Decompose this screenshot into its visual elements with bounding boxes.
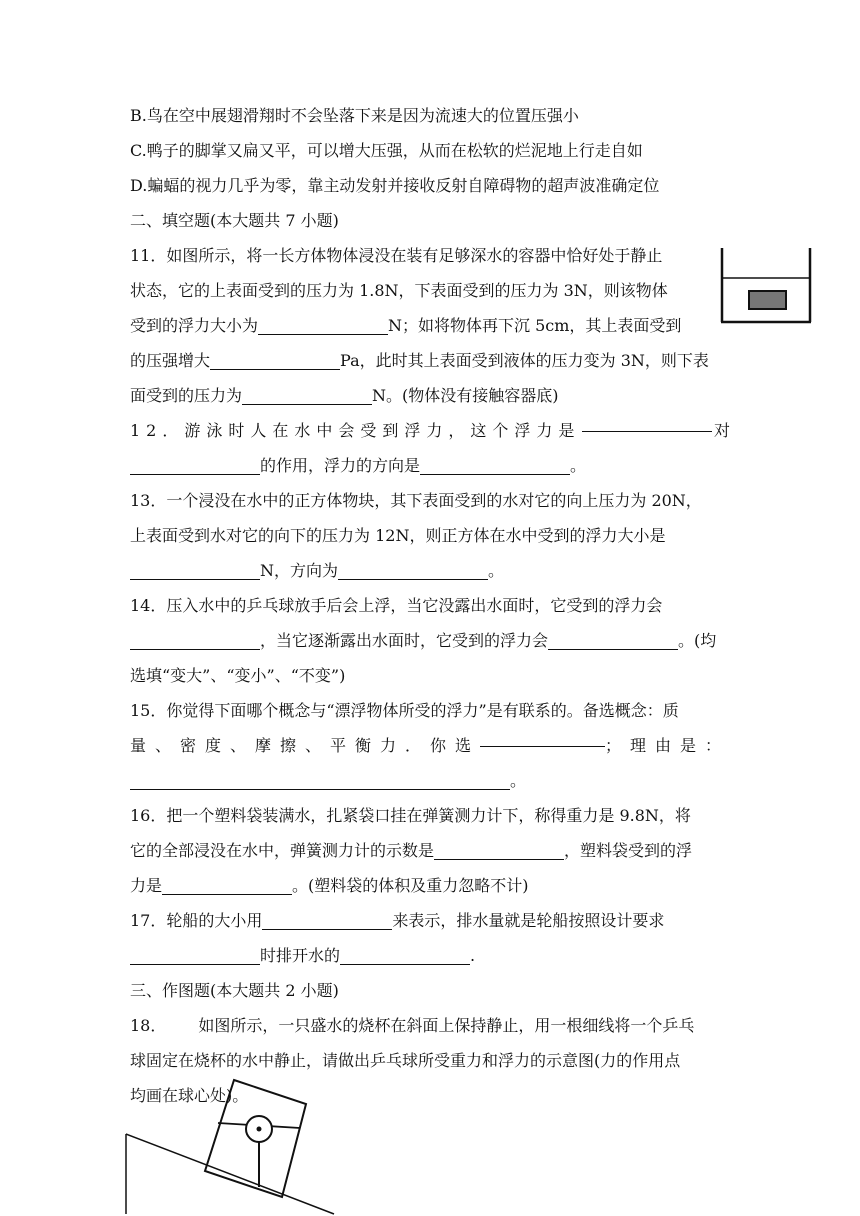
q11-blank-pressure[interactable] [210,351,340,370]
q16-line1: 16．把一个塑料袋装满水，扎紧袋口挂在弹簧测力计下，称得重力是 9.8N，将 [130,806,691,825]
q15-line2: 量、密度、摩擦、平衡力．你选 ；理由是： [130,728,730,763]
q13-blank-force[interactable] [130,561,260,580]
section3-title: 三、作图题(本大题共 2 小题) [130,981,339,1000]
q11-line2: 状态，它的上表面受到的压力为 1.8N，下表面受到的压力为 3N，则该物体 [130,281,668,300]
q16-blank-reading[interactable] [434,841,564,860]
q12-line2: 的作用，浮力的方向是 。 [130,448,730,483]
submerged-block [749,291,786,309]
q11-line5: 面受到的压力为 N。(物体没有接触容器底) [130,386,559,405]
q13-line3: N，方向为 。 [130,553,730,588]
q16-line3: 力是 。(塑料袋的体积及重力忽略不计) [130,876,529,895]
q17-line2: 时排开水的 . [130,938,730,973]
q14-line3: 选填“变大”、“变小”、“不变”) [130,666,346,685]
q18-line2: 球固定在烧杯的水中静止，请做出乒乓球所受重力和浮力的示意图(力的作用点 [130,1051,681,1070]
q17-blank-quantity[interactable] [340,946,470,965]
section2-title: 二、填空题(本大题共 7 小题) [130,211,339,230]
q11-container-figure [718,248,814,326]
q18-line1: 18． 如图所示，一只盛水的烧杯在斜面上保持静止，用一根细线将一个乒乓 [130,1016,695,1035]
q14-line2: ，当它逐渐露出水面时，它受到的浮力会 。(均 [130,623,730,658]
q12-blank-direction[interactable] [420,456,570,475]
q16-line2: 它的全部浸没在水中，弹簧测力计的示数是 ，塑料袋受到的浮 [130,841,693,860]
q18-incline-figure [124,1076,338,1216]
worksheet-page [130,98,730,1113]
q17-line1: 17．轮船的大小用 来表示，排水量就是轮船按照设计要求 [130,911,665,930]
option-c: C.鸭子的脚掌又扁又平，可以增大压强，从而在松软的烂泥地上行走自如 [130,141,643,160]
option-b: B.鸟在空中展翅滑翔时不会坠落下来是因为流速大的位置压强小 [130,106,579,125]
q14-line1: 14．压入水中的乒乓球放手后会上浮，当它没露出水面时，它受到的浮力会 [130,596,663,615]
q11-line4: 的压强增大 Pa，此时其上表面受到液体的压力变为 3N，则下表 [130,351,709,370]
q15-line1: 15．你觉得下面哪个概念与“漂浮物体所受的浮力”是有联系的。备选概念：质 [130,701,679,720]
q13-line1: 13．一个浸没在水中的正方体物块，其下表面受到的水对它的向上压力为 20N， [130,491,702,510]
q17-blank-condition[interactable] [130,946,260,965]
option-d: D.蝙蝠的视力几乎为零，靠主动发射并接收反射自障碍物的超声波准确定位 [130,176,660,195]
q12-blank-object[interactable] [130,456,260,475]
q11-blank-bottom-force[interactable] [242,386,372,405]
q13-line2: 上表面受到水对它的向下的压力为 12N，则正方体在水中受到的浮力大小是 [130,526,666,545]
q16-blank-buoyancy[interactable] [162,876,292,895]
q14-blank-emerging[interactable] [548,631,678,650]
q15-line3: 。 [130,763,730,798]
ball-center-dot [257,1127,262,1132]
q18-line3: 均画在球心处)。 [130,1086,249,1105]
q11-blank-buoyancy[interactable] [258,316,388,335]
incline-slope [126,1134,334,1214]
q12-blank-source[interactable] [582,413,712,432]
q14-blank-submerged[interactable] [130,631,260,650]
q11-line3: 受到的浮力大小为 N；如将物体再下沉 5cm，其上表面受到 [130,316,682,335]
q11-line1: 11．如图所示，将一长方体物体浸没在装有足够深水的容器中恰好处于静止 [130,246,663,265]
q15-blank-choice[interactable] [480,728,605,747]
q12-line1: 12．游泳时人在水中会受到浮力，这个浮力是 对 [130,413,730,448]
q17-blank-measure[interactable] [262,911,392,930]
q15-blank-reason[interactable] [130,771,510,790]
q13-blank-direction[interactable] [338,561,488,580]
